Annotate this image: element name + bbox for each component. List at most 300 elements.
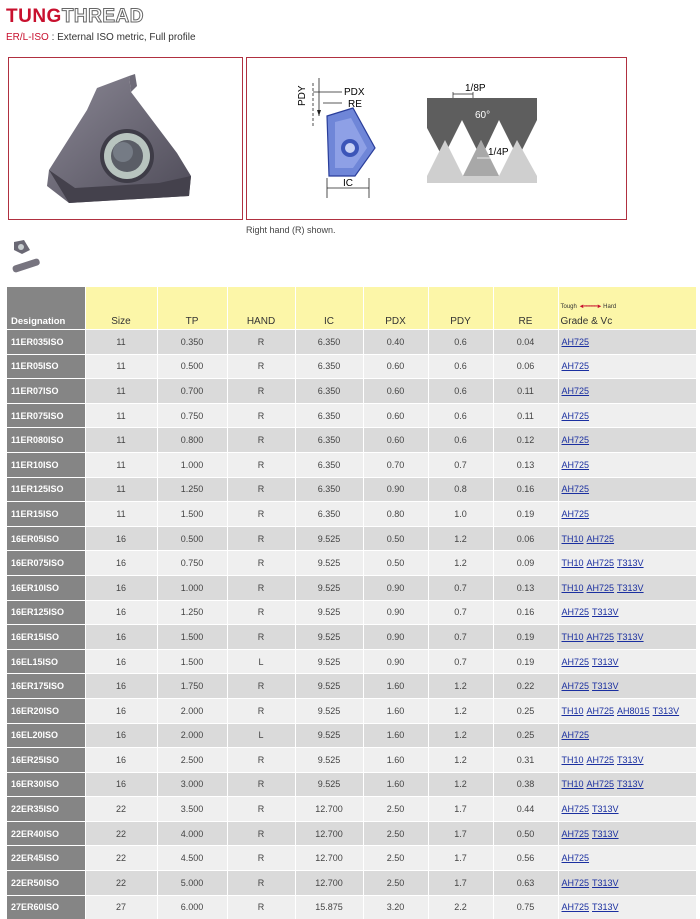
hand-cell: R [227, 871, 295, 896]
table-row [7, 748, 696, 773]
pdy-cell: 0.7 [428, 452, 493, 477]
grade-link[interactable]: AH725 [587, 534, 615, 544]
table-row [7, 625, 696, 650]
pdx-cell: 0.60 [363, 403, 428, 428]
pdy-cell: 1.2 [428, 748, 493, 773]
grade-link[interactable]: AH8015 [617, 706, 650, 716]
re-cell: 0.11 [493, 379, 558, 404]
table-row [7, 895, 696, 919]
tp-cell: 3.000 [157, 772, 227, 797]
figure-caption: Right hand (R) shown. [246, 225, 336, 235]
quarter-p-label: 1/4P [488, 147, 509, 158]
ic-cell: 9.525 [295, 649, 363, 674]
size-cell: 11 [85, 354, 157, 379]
pdy-cell: 1.2 [428, 551, 493, 576]
table-row [7, 551, 696, 576]
ic-cell: 9.525 [295, 698, 363, 723]
designation-cell: 16ER30ISO [7, 772, 85, 797]
size-cell: 22 [85, 871, 157, 896]
tp-cell: 0.750 [157, 551, 227, 576]
grade-cell [558, 698, 696, 723]
size-cell: 16 [85, 748, 157, 773]
designation-cell: 11ER15ISO [7, 502, 85, 527]
grade-link[interactable]: AH725 [562, 386, 590, 396]
pdx-cell: 1.60 [363, 748, 428, 773]
col-hand: HAND [227, 287, 295, 330]
table-row [7, 526, 696, 551]
tp-cell: 1.500 [157, 502, 227, 527]
subtitle-code: ER/L-ISO [6, 32, 49, 43]
table-row [7, 600, 696, 625]
size-cell: 16 [85, 772, 157, 797]
pdy-cell: 1.7 [428, 821, 493, 846]
pdx-cell: 0.90 [363, 649, 428, 674]
pdx-cell: 0.50 [363, 551, 428, 576]
re-cell: 0.19 [493, 649, 558, 674]
grade-cell [558, 330, 696, 355]
hand-cell: R [227, 797, 295, 822]
grade-cell [558, 772, 696, 797]
pdx-cell: 2.50 [363, 871, 428, 896]
ic-cell: 9.525 [295, 600, 363, 625]
ic-cell: 9.525 [295, 674, 363, 699]
grade-cell [558, 575, 696, 600]
size-cell: 11 [85, 428, 157, 453]
grade-cell [558, 846, 696, 871]
col-ic: IC [295, 287, 363, 330]
table-row [7, 575, 696, 600]
grade-link[interactable]: AH725 [562, 509, 590, 519]
pdy-cell: 1.7 [428, 871, 493, 896]
grade-link[interactable]: T313V [592, 902, 619, 912]
re-cell: 0.38 [493, 772, 558, 797]
pdy-cell: 1.2 [428, 526, 493, 551]
tp-cell: 0.350 [157, 330, 227, 355]
tp-cell: 1.250 [157, 477, 227, 502]
re-cell: 0.16 [493, 600, 558, 625]
size-cell: 16 [85, 698, 157, 723]
pdy-cell: 0.6 [428, 403, 493, 428]
grade-cell [558, 821, 696, 846]
pdy-cell: 0.7 [428, 600, 493, 625]
grade-cell [558, 526, 696, 551]
designation-cell: 16ER25ISO [7, 748, 85, 773]
pdx-cell: 2.50 [363, 797, 428, 822]
ic-cell: 12.700 [295, 797, 363, 822]
brand-part-1: TUNG [6, 6, 62, 27]
pdy-cell: 0.8 [428, 477, 493, 502]
re-cell: 0.31 [493, 748, 558, 773]
hand-cell: R [227, 895, 295, 919]
designation-cell: 16ER075ISO [7, 551, 85, 576]
table-row [7, 821, 696, 846]
grade-link[interactable]: T313V [617, 583, 644, 593]
col-tp: TP [157, 287, 227, 330]
re-cell: 0.13 [493, 575, 558, 600]
grade-cell [558, 895, 696, 919]
size-cell: 16 [85, 674, 157, 699]
grade-link[interactable]: TH10 [562, 755, 584, 765]
grade-link[interactable]: TH10 [562, 706, 584, 716]
grade-link[interactable]: AH725 [562, 361, 590, 371]
grade-cell [558, 748, 696, 773]
grade-link[interactable]: AH725 [587, 558, 615, 568]
insert-photo-image [9, 58, 242, 219]
pdy-cell: 0.6 [428, 354, 493, 379]
grade-link[interactable]: T313V [592, 804, 619, 814]
insert-spec-table [7, 287, 697, 919]
ic-cell: 9.525 [295, 575, 363, 600]
re-cell: 0.25 [493, 698, 558, 723]
col-grade [558, 287, 696, 330]
grade-cell [558, 428, 696, 453]
grade-cell [558, 600, 696, 625]
hand-cell: R [227, 477, 295, 502]
grade-cell [558, 649, 696, 674]
designation-cell: 11ER125ISO [7, 477, 85, 502]
grade-link[interactable]: T313V [592, 657, 619, 667]
re-cell: 0.56 [493, 846, 558, 871]
ic-cell: 6.350 [295, 330, 363, 355]
designation-cell: 16ER20ISO [7, 698, 85, 723]
pdx-cell: 0.50 [363, 526, 428, 551]
designation-cell: 27ER60ISO [7, 895, 85, 919]
grade-link[interactable]: TH10 [562, 558, 584, 568]
size-cell: 16 [85, 723, 157, 748]
col-designation: Designation [7, 287, 85, 330]
table-row [7, 428, 696, 453]
designation-cell: 11ER05ISO [7, 354, 85, 379]
designation-cell: 16ER125ISO [7, 600, 85, 625]
size-cell: 16 [85, 551, 157, 576]
hand-cell: R [227, 354, 295, 379]
grade-link[interactable]: AH725 [562, 804, 590, 814]
hand-cell: R [227, 748, 295, 773]
re-cell: 0.13 [493, 452, 558, 477]
tp-cell: 1.500 [157, 625, 227, 650]
grade-header-label: Grade & Vc [561, 316, 696, 327]
tp-cell: 0.750 [157, 403, 227, 428]
hand-cell: R [227, 846, 295, 871]
tp-cell: 5.000 [157, 871, 227, 896]
tp-cell: 0.500 [157, 526, 227, 551]
pdy-cell: 1.2 [428, 772, 493, 797]
pdy-cell: 0.6 [428, 330, 493, 355]
size-cell: 11 [85, 477, 157, 502]
pdy-cell: 0.7 [428, 625, 493, 650]
re-cell: 0.04 [493, 330, 558, 355]
size-cell: 11 [85, 403, 157, 428]
table-row [7, 723, 696, 748]
tp-cell: 3.500 [157, 797, 227, 822]
tp-cell: 0.700 [157, 379, 227, 404]
ic-cell: 6.350 [295, 354, 363, 379]
grade-link[interactable]: AH725 [562, 607, 590, 617]
re-cell: 0.44 [493, 797, 558, 822]
tp-cell: 0.500 [157, 354, 227, 379]
tp-cell: 2.000 [157, 698, 227, 723]
col-size: Size [85, 287, 157, 330]
tp-cell: 0.800 [157, 428, 227, 453]
pdy-cell: 1.0 [428, 502, 493, 527]
tp-cell: 6.000 [157, 895, 227, 919]
insert-photo-panel [8, 57, 243, 220]
size-cell: 11 [85, 502, 157, 527]
pdy-cell: 1.2 [428, 723, 493, 748]
ic-cell: 6.350 [295, 428, 363, 453]
designation-cell: 11ER080ISO [7, 428, 85, 453]
table-row [7, 649, 696, 674]
page-subtitle [6, 32, 196, 43]
grade-link[interactable]: AH725 [562, 484, 590, 494]
pdy-cell: 1.7 [428, 846, 493, 871]
designation-cell: 11ER075ISO [7, 403, 85, 428]
grade-link[interactable]: T313V [592, 878, 619, 888]
re-cell: 0.50 [493, 821, 558, 846]
ic-cell: 6.350 [295, 477, 363, 502]
grade-cell [558, 452, 696, 477]
size-cell: 22 [85, 797, 157, 822]
grade-link[interactable]: AH725 [587, 779, 615, 789]
hand-cell: L [227, 723, 295, 748]
grade-cell [558, 871, 696, 896]
size-cell: 16 [85, 575, 157, 600]
designation-cell: 16EL15ISO [7, 649, 85, 674]
designation-cell: 11ER035ISO [7, 330, 85, 355]
ic-cell: 12.700 [295, 871, 363, 896]
size-cell: 16 [85, 649, 157, 674]
ic-cell: 9.525 [295, 625, 363, 650]
grade-link[interactable]: TH10 [562, 583, 584, 593]
grade-cell [558, 502, 696, 527]
ic-cell: 6.350 [295, 403, 363, 428]
grade-cell [558, 551, 696, 576]
tp-cell: 1.750 [157, 674, 227, 699]
grade-link[interactable]: AH725 [562, 657, 590, 667]
designation-cell: 11ER10ISO [7, 452, 85, 477]
ic-cell: 9.525 [295, 526, 363, 551]
grade-link[interactable]: AH725 [562, 411, 590, 421]
pdx-cell: 0.80 [363, 502, 428, 527]
table-row [7, 477, 696, 502]
ic-cell: 6.350 [295, 502, 363, 527]
designation-cell: 16EL20ISO [7, 723, 85, 748]
col-re: RE [493, 287, 558, 330]
tp-cell: 1.000 [157, 452, 227, 477]
angle-label: 60° [475, 110, 490, 121]
pdx-cell: 0.90 [363, 600, 428, 625]
pdy-cell: 0.6 [428, 428, 493, 453]
designation-cell: 22ER35ISO [7, 797, 85, 822]
grade-cell [558, 723, 696, 748]
tp-cell: 1.250 [157, 600, 227, 625]
hand-cell: R [227, 821, 295, 846]
designation-cell: 22ER45ISO [7, 846, 85, 871]
re-cell: 0.06 [493, 354, 558, 379]
table-row [7, 403, 696, 428]
ic-cell: 9.525 [295, 723, 363, 748]
re-cell: 0.22 [493, 674, 558, 699]
grade-link[interactable]: AH725 [562, 829, 590, 839]
grade-link[interactable]: T313V [592, 607, 619, 617]
tough-hard-scale: Tough ◄━━━━━► Hard [561, 303, 696, 310]
table-header-row [7, 287, 696, 330]
grade-link[interactable]: AH725 [587, 755, 615, 765]
pdy-cell: 2.2 [428, 895, 493, 919]
table-row [7, 452, 696, 477]
grade-link[interactable]: AH725 [587, 632, 615, 642]
size-cell: 16 [85, 526, 157, 551]
grade-link[interactable]: AH725 [562, 460, 590, 470]
dimension-diagram [247, 58, 626, 219]
pdx-cell: 0.40 [363, 330, 428, 355]
hand-cell: R [227, 526, 295, 551]
grade-link[interactable]: T313V [653, 706, 680, 716]
pdx-cell: 2.50 [363, 821, 428, 846]
table-row [7, 772, 696, 797]
table-row [7, 871, 696, 896]
size-cell: 22 [85, 821, 157, 846]
grade-link[interactable]: TH10 [562, 534, 584, 544]
grade-link[interactable]: T313V [617, 558, 644, 568]
hand-cell: R [227, 600, 295, 625]
ic-cell: 9.525 [295, 748, 363, 773]
grade-link[interactable]: AH725 [587, 583, 615, 593]
pdx-label: PDX [344, 87, 365, 98]
grade-link[interactable]: AH725 [562, 902, 590, 912]
hand-cell: R [227, 575, 295, 600]
table-row [7, 674, 696, 699]
grade-cell [558, 379, 696, 404]
hand-cell: L [227, 649, 295, 674]
pdx-cell: 0.90 [363, 477, 428, 502]
grade-link[interactable]: AH725 [562, 681, 590, 691]
pdx-cell: 0.60 [363, 428, 428, 453]
designation-cell: 16ER175ISO [7, 674, 85, 699]
grade-link[interactable]: T313V [617, 755, 644, 765]
ic-cell: 12.700 [295, 846, 363, 871]
table-row [7, 379, 696, 404]
table-row [7, 797, 696, 822]
ic-label: IC [343, 178, 353, 189]
re-cell: 0.12 [493, 428, 558, 453]
dimension-diagram-panel [246, 57, 627, 220]
grade-link[interactable]: AH725 [562, 878, 590, 888]
grade-link[interactable]: TH10 [562, 779, 584, 789]
hand-cell: R [227, 698, 295, 723]
hand-cell: R [227, 551, 295, 576]
eighth-p-label: 1/8P [465, 83, 486, 94]
pdx-cell: 0.60 [363, 379, 428, 404]
grade-cell [558, 403, 696, 428]
pdy-cell: 0.7 [428, 649, 493, 674]
pdx-cell: 1.60 [363, 772, 428, 797]
grade-cell [558, 477, 696, 502]
table-row [7, 502, 696, 527]
designation-cell: 22ER40ISO [7, 821, 85, 846]
col-pdy: PDY [428, 287, 493, 330]
tp-cell: 4.000 [157, 821, 227, 846]
table-row [7, 846, 696, 871]
ic-cell: 9.525 [295, 772, 363, 797]
pdy-cell: 1.7 [428, 797, 493, 822]
re-cell: 0.16 [493, 477, 558, 502]
hand-cell: R [227, 403, 295, 428]
pdx-cell: 1.60 [363, 723, 428, 748]
grade-link[interactable]: AH725 [562, 853, 590, 863]
pdy-cell: 1.2 [428, 674, 493, 699]
grade-link[interactable]: T313V [592, 829, 619, 839]
re-cell: 0.09 [493, 551, 558, 576]
grade-cell [558, 674, 696, 699]
table-row [7, 330, 696, 355]
pdy-cell: 1.2 [428, 698, 493, 723]
re-cell: 0.25 [493, 723, 558, 748]
grade-link[interactable]: AH725 [562, 337, 590, 347]
re-cell: 0.63 [493, 871, 558, 896]
re-label: RE [348, 99, 362, 110]
grade-link[interactable]: T313V [617, 632, 644, 642]
designation-cell: 22ER50ISO [7, 871, 85, 896]
re-cell: 0.75 [493, 895, 558, 919]
grade-cell [558, 797, 696, 822]
grade-link[interactable]: T313V [617, 779, 644, 789]
pdx-cell: 3.20 [363, 895, 428, 919]
pdy-label: PDY [297, 85, 308, 106]
grade-cell [558, 354, 696, 379]
hand-cell: R [227, 625, 295, 650]
designation-cell: 16ER05ISO [7, 526, 85, 551]
hand-cell: R [227, 674, 295, 699]
pdx-cell: 0.90 [363, 575, 428, 600]
table-row [7, 698, 696, 723]
pdx-cell: 0.70 [363, 452, 428, 477]
grade-link[interactable]: AH725 [562, 435, 590, 445]
designation-cell: 11ER07ISO [7, 379, 85, 404]
re-cell: 0.19 [493, 625, 558, 650]
col-pdx: PDX [363, 287, 428, 330]
ic-cell: 6.350 [295, 379, 363, 404]
grade-link[interactable]: TH10 [562, 632, 584, 642]
ic-cell: 6.350 [295, 452, 363, 477]
size-cell: 16 [85, 600, 157, 625]
tp-cell: 1.500 [157, 649, 227, 674]
brand-part-2: THREAD [62, 6, 144, 27]
size-cell: 11 [85, 379, 157, 404]
tp-cell: 2.000 [157, 723, 227, 748]
grade-link[interactable]: AH725 [587, 706, 615, 716]
ic-cell: 9.525 [295, 551, 363, 576]
hand-cell: R [227, 428, 295, 453]
pdx-cell: 0.90 [363, 625, 428, 650]
size-cell: 27 [85, 895, 157, 919]
designation-cell: 16ER15ISO [7, 625, 85, 650]
hand-cell: R [227, 330, 295, 355]
pdx-cell: 2.50 [363, 846, 428, 871]
re-cell: 0.06 [493, 526, 558, 551]
grade-link[interactable]: AH725 [562, 730, 590, 740]
hand-cell: R [227, 452, 295, 477]
ic-cell: 12.700 [295, 821, 363, 846]
hand-cell: R [227, 502, 295, 527]
table-body [7, 330, 696, 919]
grade-link[interactable]: T313V [592, 681, 619, 691]
insert-thumbnail-icon [10, 238, 42, 274]
designation-cell: 16ER10ISO [7, 575, 85, 600]
subtitle-text: : External ISO metric, Full profile [49, 32, 196, 43]
pdx-cell: 1.60 [363, 698, 428, 723]
re-cell: 0.19 [493, 502, 558, 527]
